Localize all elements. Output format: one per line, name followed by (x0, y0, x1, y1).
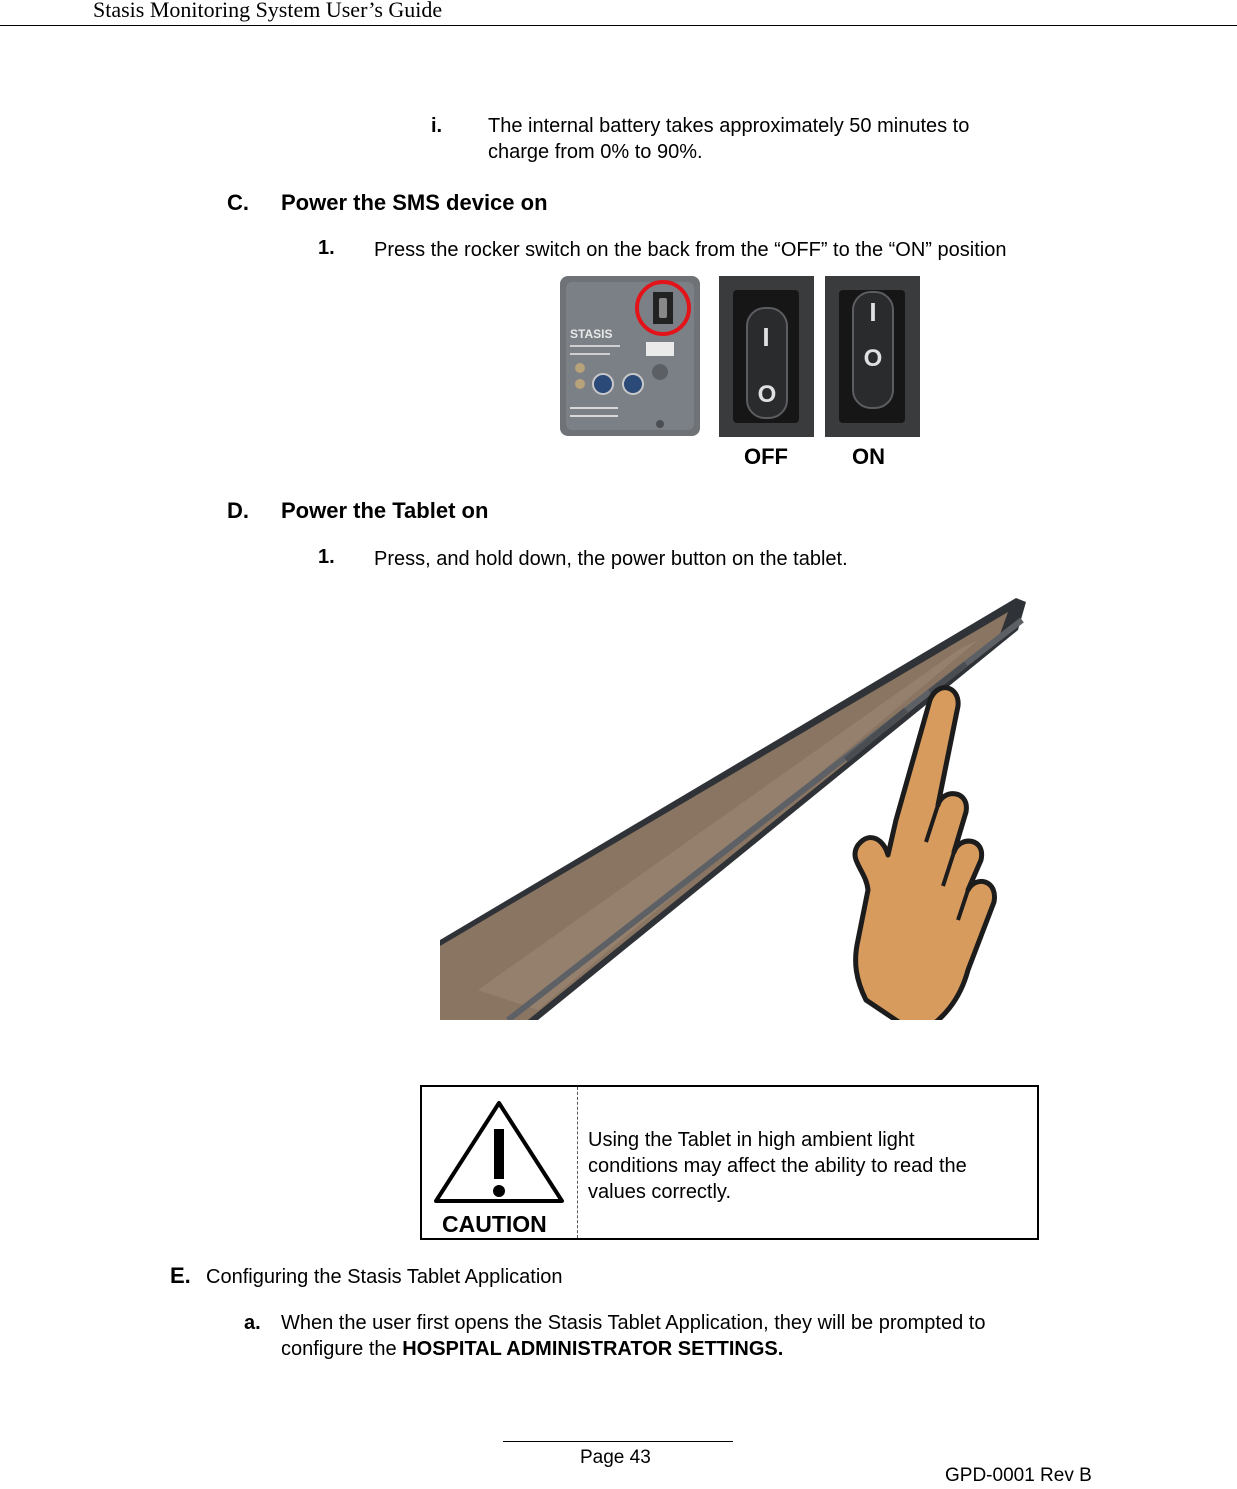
caution-text-line1: Using the Tablet in high ambient light (588, 1129, 915, 1151)
switch-on-label: ON (852, 444, 885, 469)
caution-text-line3: values correctly. (588, 1181, 732, 1203)
battery-note-line1: The internal battery takes approximately 50 minutes to (488, 115, 970, 137)
section-e-step-marker: a. (244, 1312, 261, 1334)
caution-triangle-icon (432, 1099, 566, 1205)
caution-text-line2: conditions may affect the ability to read the (588, 1155, 967, 1177)
section-e-title: Configuring the Stasis Tablet Application (206, 1266, 563, 1288)
device-back-panel-image (560, 276, 700, 436)
section-d-step-text: Press, and hold down, the power button on the tablet. (374, 548, 848, 570)
caution-box (420, 1085, 1039, 1240)
page-number: Page 43 (580, 1447, 651, 1468)
on-circle-symbol: O (863, 345, 883, 372)
rocker-switch-on-image (825, 276, 920, 437)
section-d-title: Power the Tablet on (281, 498, 489, 523)
section-e-step-line1: When the user first opens the Stasis Tablet Application, they will be prompted to (281, 1312, 986, 1334)
tablet-power-button-image (438, 590, 1038, 1020)
rocker-switch-off-image (719, 276, 814, 437)
section-e-step-line2 (281, 1336, 783, 1362)
section-d-step-number: 1. (318, 546, 335, 568)
section-c-step-text: Press the rocker switch on the back from the “OFF” to the “ON” position (374, 239, 1007, 261)
section-e-letter: E. (170, 1263, 191, 1288)
caution-label: CAUTION (442, 1211, 547, 1237)
section-c-letter: C. (227, 190, 249, 215)
running-header: Stasis Monitoring System User’s Guide (93, 0, 443, 22)
header-rule (0, 25, 1237, 26)
document-id: GPD-0001 Rev B (945, 1465, 1092, 1486)
footer-rule (503, 1441, 733, 1442)
hospital-admin-settings-label: HOSPITAL ADMINISTRATOR SETTINGS. (402, 1338, 784, 1360)
on-line-symbol: I (869, 297, 877, 327)
switch-off-label: OFF (744, 444, 788, 469)
section-c-title: Power the SMS device on (281, 190, 548, 215)
caution-divider (577, 1087, 578, 1238)
section-c-step-number: 1. (318, 237, 335, 259)
section-e-step-line2-prefix: configure the (281, 1338, 403, 1360)
battery-note-line2: charge from 0% to 90%. (488, 141, 703, 163)
off-line-symbol: I (762, 322, 770, 352)
device-brand-label: STASIS (570, 327, 613, 341)
section-d-letter: D. (227, 498, 249, 523)
list-marker-i: i. (431, 115, 443, 137)
off-circle-symbol: O (757, 381, 777, 408)
